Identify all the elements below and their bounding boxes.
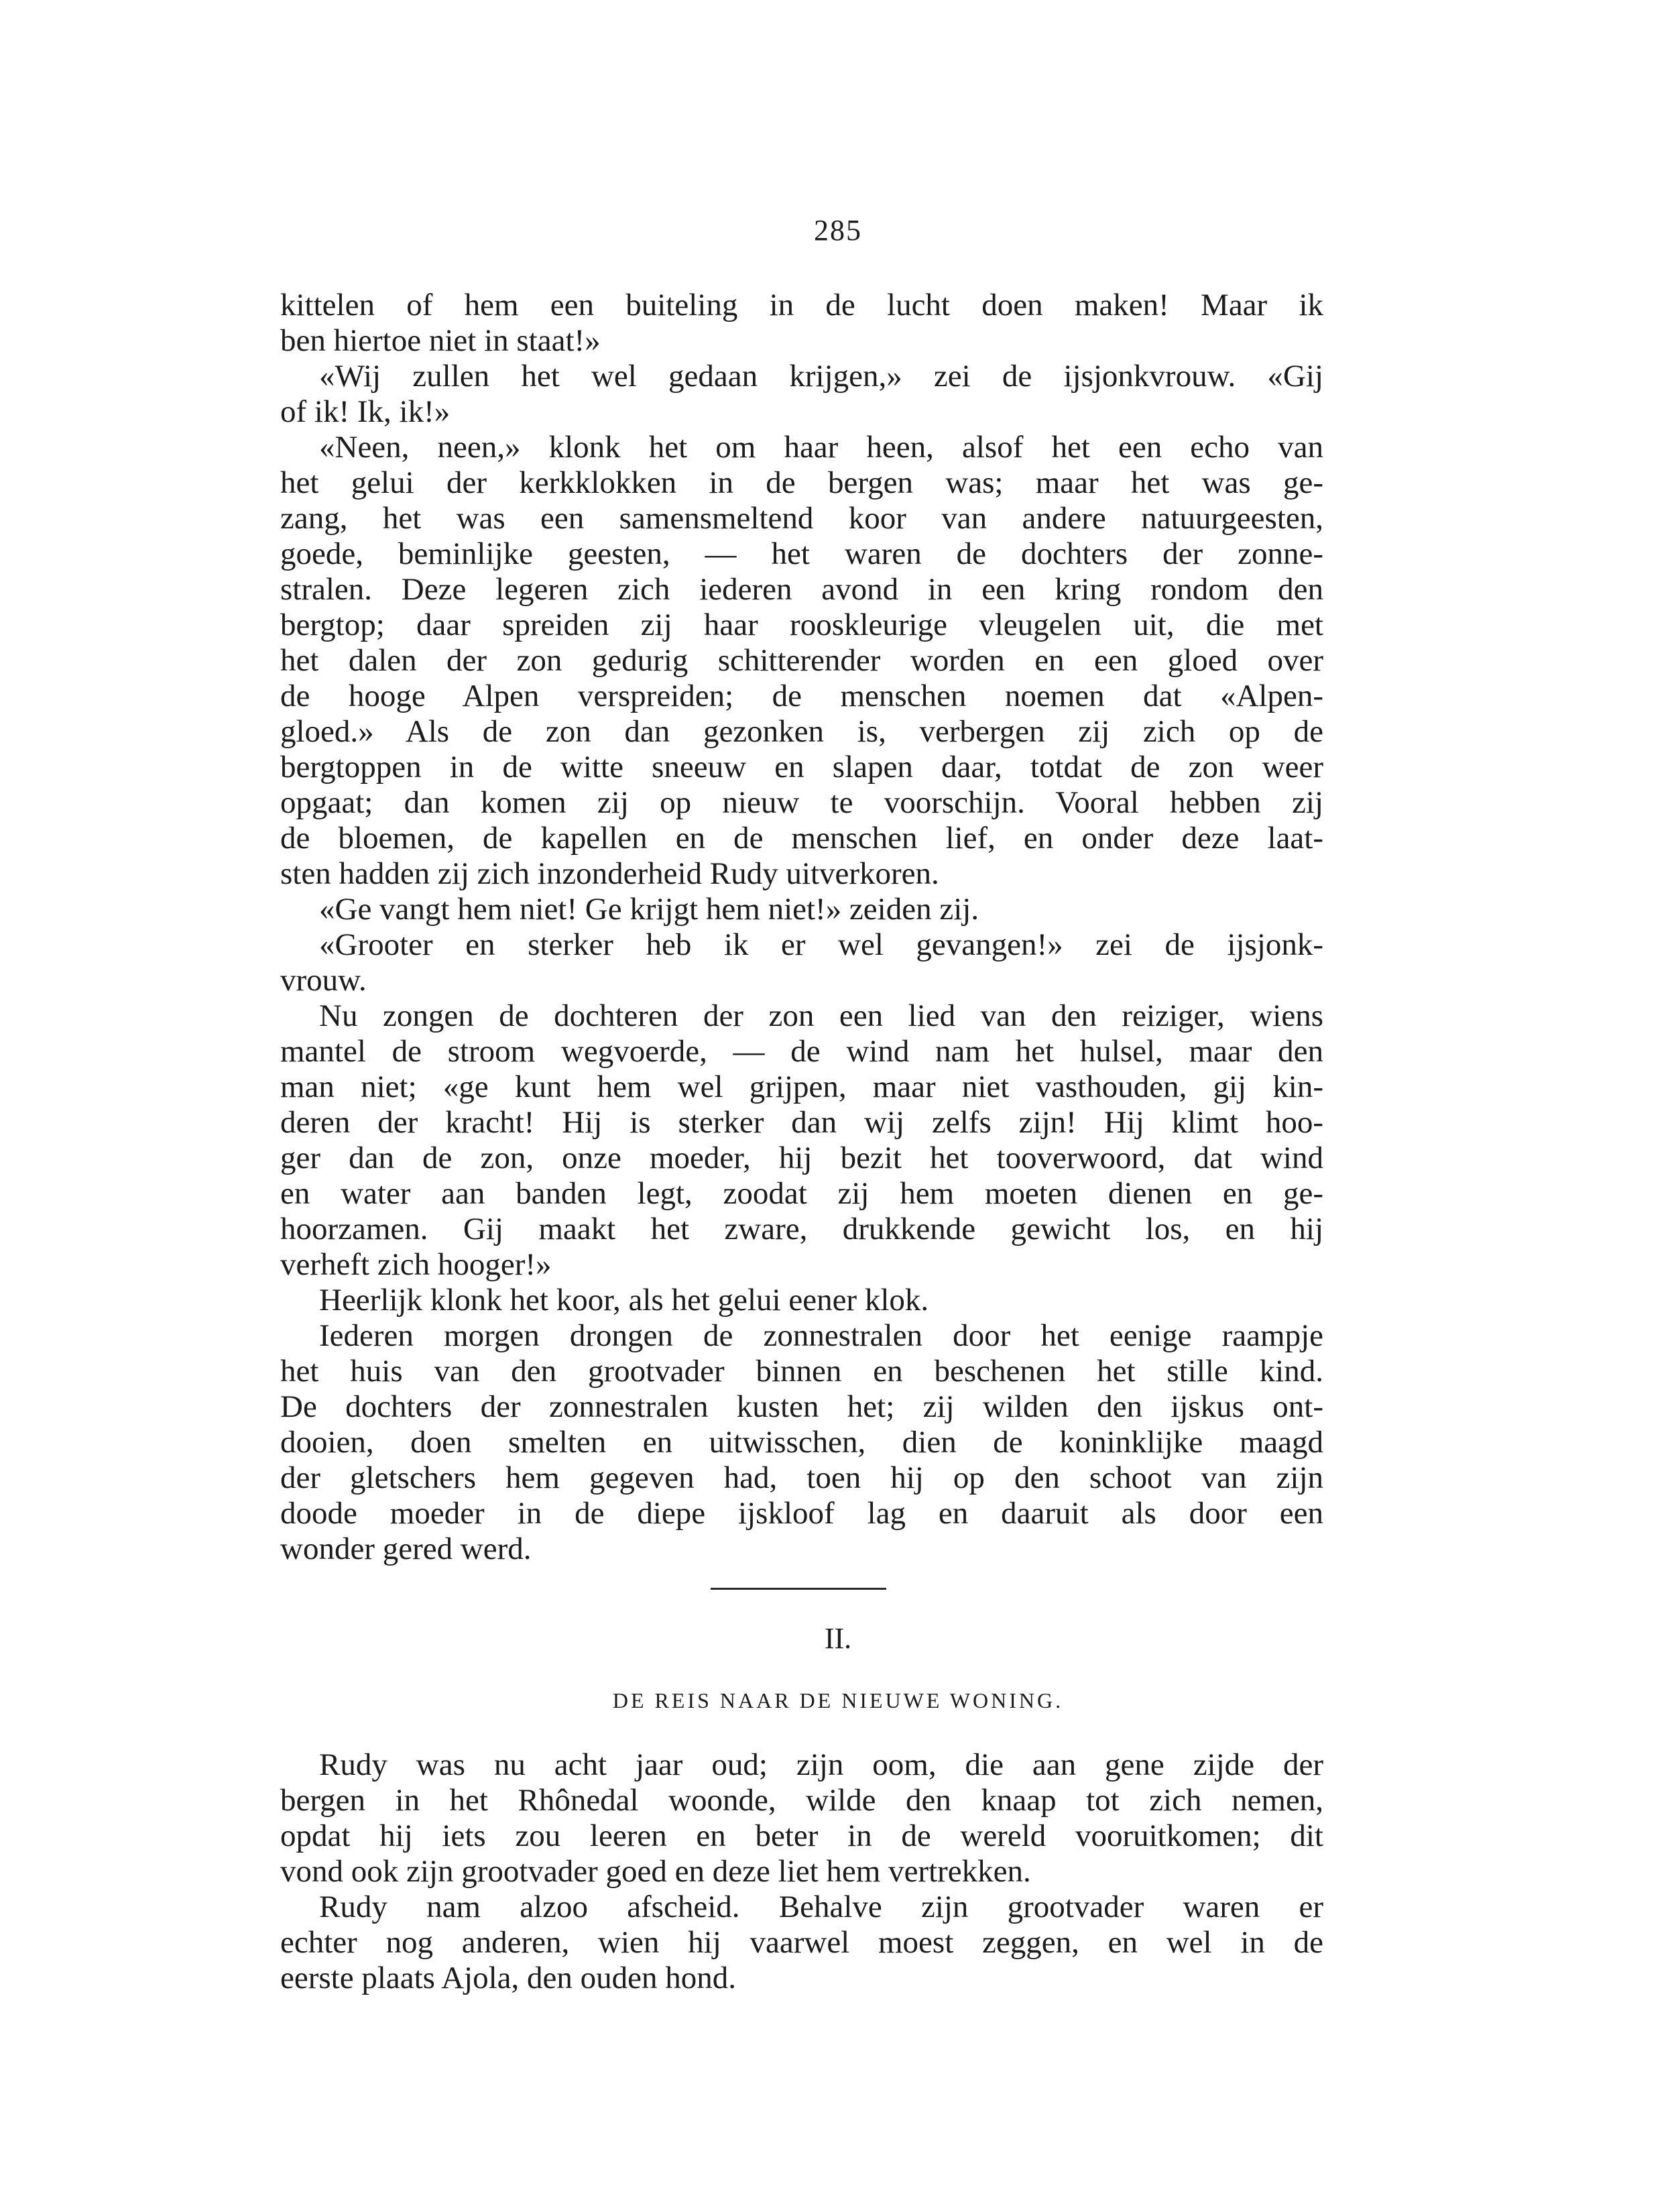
body-text-top xyxy=(280,288,1323,1567)
text-line: bergen in het Rhônedal woonde, wilde den knaap tot zich nemen, xyxy=(280,1783,1323,1818)
text-line: «Wij zullen het wel gedaan krijgen,» zei de ijsjonkvrouw. «Gij xyxy=(319,359,1323,394)
text-line: «Grooter en sterker heb ik er wel gevangen!» zei de ijsjonk- xyxy=(319,927,1323,962)
text-line: stralen. Deze legeren zich iederen avond in een kring rondom den xyxy=(280,572,1323,607)
text-line: doode moeder in de diepe ijskloof lag en daaruit als door een xyxy=(280,1496,1323,1531)
text-line: het dalen der zon gedurig schitterender worden en een gloed over xyxy=(280,643,1323,678)
section-title: DE REIS NAAR DE NIEUWE WONING. xyxy=(612,1688,1064,1712)
text-line: De dochters der zonnestralen kusten het; zij wilden den ijskus ont- xyxy=(280,1389,1323,1424)
text-line: zang, het was een samensmeltend koor van andere natuurgeesten, xyxy=(280,501,1323,536)
text-line: opdat hij iets zou leeren en beter in de wereld vooruitkomen; dit xyxy=(280,1818,1323,1853)
text-line: eerste plaats Ajola, den ouden hond. xyxy=(280,1961,737,1995)
text-line: opgaat; dan komen zij op nieuw te voorschijn. Vooral hebben zij xyxy=(280,785,1323,820)
page-number: 285 xyxy=(814,214,862,247)
text-line: en water aan banden legt, zoodat zij hem moeten dienen en ge- xyxy=(280,1176,1323,1211)
text-line: dooien, doen smelten en uitwisschen, dien de koninklijke maagd xyxy=(280,1425,1323,1460)
body-text-bottom xyxy=(280,1747,1323,1996)
text-line: sten hadden zij zich inzonderheid Rudy uitverkoren. xyxy=(280,856,939,891)
text-line: Rudy nam alzoo afscheid. Behalve zijn grootvader waren er xyxy=(319,1889,1323,1924)
text-line: het huis van den grootvader binnen en beschenen het stille kind. xyxy=(280,1354,1323,1389)
text-line: Rudy was nu acht jaar oud; zijn oom, die aan gene zijde der xyxy=(319,1747,1323,1782)
text-line: of ik! Ik, ik!» xyxy=(280,394,451,429)
text-line: de bloemen, de kapellen en de menschen lief, en onder deze laat- xyxy=(280,821,1323,856)
text-line: vrouw. xyxy=(280,963,367,998)
text-line: hoorzamen. Gij maakt het zware, drukkende gewicht los, en hij xyxy=(280,1212,1323,1246)
text-line: Iederen morgen drongen de zonnestralen door het eenige raampje xyxy=(319,1318,1323,1353)
text-line: bergtoppen in de witte sneeuw en slapen daar, totdat de zon weer xyxy=(280,750,1323,784)
text-line: echter nog anderen, wien hij vaarwel moest zeggen, en wel in de xyxy=(280,1925,1323,1960)
text-line: vond ook zijn grootvader goed en deze liet hem vertrekken. xyxy=(280,1854,1031,1889)
text-line: deren der kracht! Hij is sterker dan wij zelfs zijn! Hij klimt hoo- xyxy=(280,1105,1323,1140)
section-divider xyxy=(711,1588,886,1590)
text-line: Nu zongen de dochteren der zon een lied van den reiziger, wiens xyxy=(319,998,1323,1033)
text-line: gloed.» Als de zon dan gezonken is, verbergen zij zich op de xyxy=(280,714,1323,749)
text-line: Heerlijk klonk het koor, als het gelui eener klok. xyxy=(319,1283,929,1318)
text-line: ger dan de zon, onze moeder, hij bezit het tooverwoord, dat wind xyxy=(280,1141,1323,1175)
text-line: het gelui der kerkklokken in de bergen was; maar het was ge- xyxy=(280,465,1323,500)
text-line: bergtop; daar spreiden zij haar rooskleurige vleugelen uit, die met xyxy=(280,607,1323,642)
text-line: «Ge vangt hem niet! Ge krijgt hem niet!» zeiden zij. xyxy=(319,892,979,927)
text-line: de hooge Alpen verspreiden; de menschen noemen dat «Alpen- xyxy=(280,679,1323,713)
text-line: «Neen, neen,» klonk het om haar heen, alsof het een echo van xyxy=(319,430,1323,465)
text-line: kittelen of hem een buiteling in de lucht doen maken! Maar ik xyxy=(280,288,1323,323)
text-line: ben hiertoe niet in staat!» xyxy=(280,323,601,358)
section-numeral: II. xyxy=(824,1622,852,1655)
text-line: goede, beminlijke geesten, — het waren de dochters der zonne- xyxy=(280,536,1323,571)
text-line: wonder gered werd. xyxy=(280,1531,532,1566)
text-line: mantel de stroom wegvoerde, — de wind nam het hulsel, maar den xyxy=(280,1034,1323,1069)
text-line: verheft zich hooger!» xyxy=(280,1247,552,1282)
text-line: der gletschers hem gegeven had, toen hij op den schoot van zijn xyxy=(280,1460,1323,1495)
text-line: man niet; «ge kunt hem wel grijpen, maar niet vasthouden, gij kin- xyxy=(280,1069,1323,1104)
